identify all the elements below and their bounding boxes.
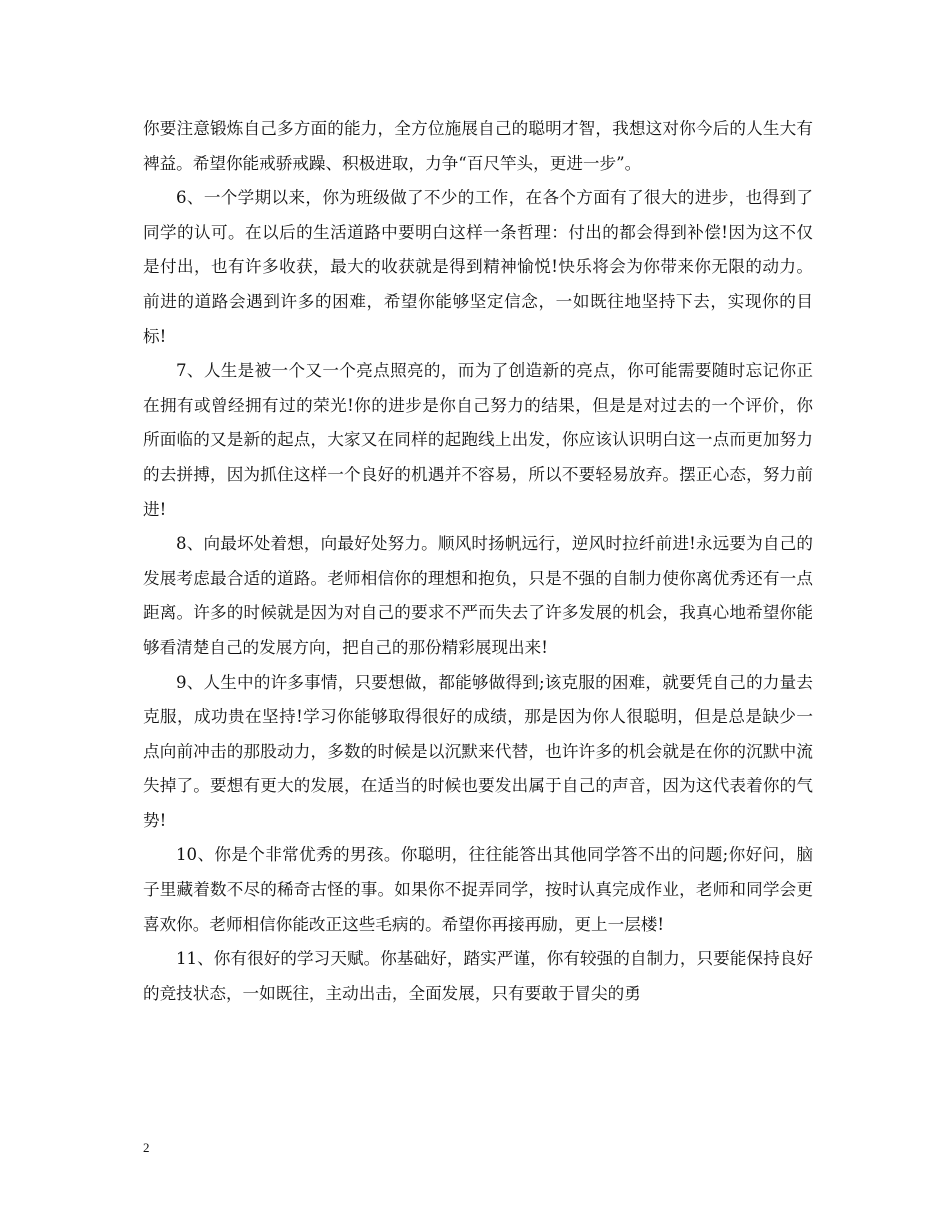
- paragraph-item-6: 6、一个学期以来，你为班级做了不少的工作，在各个方面有了很大的进步，也得到了同学的认可。在以后的生活道路中要明白这样一条哲理：付出的都会得到补偿!因为这不仅是付出，也有许多收获，最大的收获就是得到精神愉悦!快乐将会为你带来你无限的动力。前进的道路会遇到许多的困难，希望你能够坚定信念，一如既往地坚持下去，实现你的目标!: [143, 188, 813, 346]
- paragraph-continuation: 你要注意锻炼自己多方面的能力，全方位施展自己的聪明才智，我想这对你今后的人生大有裨益。希望你能戒骄戒躁、积极进取，力争“百尺竿头，更进一步”。: [143, 119, 813, 173]
- paragraph-item-8: 8、向最坏处着想，向最好处努力。顺风时扬帆远行，逆风时拉纤前进!永远要为自己的发展考虑最合适的道路。老师相信你的理想和抱负，只是不强的自制力使你离优秀还有一点距离。许多的时候就是因为对自己的要求不严而失去了许多发展的机会，我真心地希望你能够看清楚自己的发展方向，把自己的那份精彩展现出来!: [143, 534, 813, 657]
- paragraph-item-11: 11、你有很好的学习天赋。你基础好，踏实严谨，你有较强的自制力，只要能保持良好的竞技状态，一如既往，主动出击，全面发展，只有要敢于冒尖的勇: [143, 949, 813, 1003]
- paragraph-item-9: 9、人生中的许多事情，只要想做，都能够做得到;该克服的困难，就要凭自己的力量去克服，成功贵在坚持!学习你能够取得很好的成绩，那是因为你人很聪明，但是总是缺少一点向前冲击的那股动力，多数的时候是以沉默来代替，也许许多的机会就是在你的沉默中流失掉了。要想有更大的发展，在适当的时候也要发出属于自己的声音，因为这代表着你的气势!: [143, 672, 813, 830]
- paragraph-item-7: 7、人生是被一个又一个亮点照亮的，而为了创造新的亮点，你可能需要随时忘记你正在拥有或曾经拥有过的荣光!你的进步是你自己努力的结果，但是是对过去的一个评价，你所面临的又是新的起点，大家又在同样的起跑线上出发，你应该认识明白这一点而更加努力的去拼搏，因为抓住这样一个良好的机遇并不容易，所以不要轻易放弃。摆正心态，努力前进!: [143, 361, 813, 519]
- paragraph-item-10: 10、你是个非常优秀的男孩。你聪明，往往能答出其他同学答不出的问题;你好问，脑子里藏着数不尽的稀奇古怪的事。如果你不捉弄同学，按时认真完成作业，老师和同学会更喜欢你。老师相信你能改正这些毛病的。希望你再接再励，更上一层楼!: [143, 845, 813, 934]
- page-number: 2: [143, 1140, 150, 1155]
- document-body: [143, 112, 813, 1011]
